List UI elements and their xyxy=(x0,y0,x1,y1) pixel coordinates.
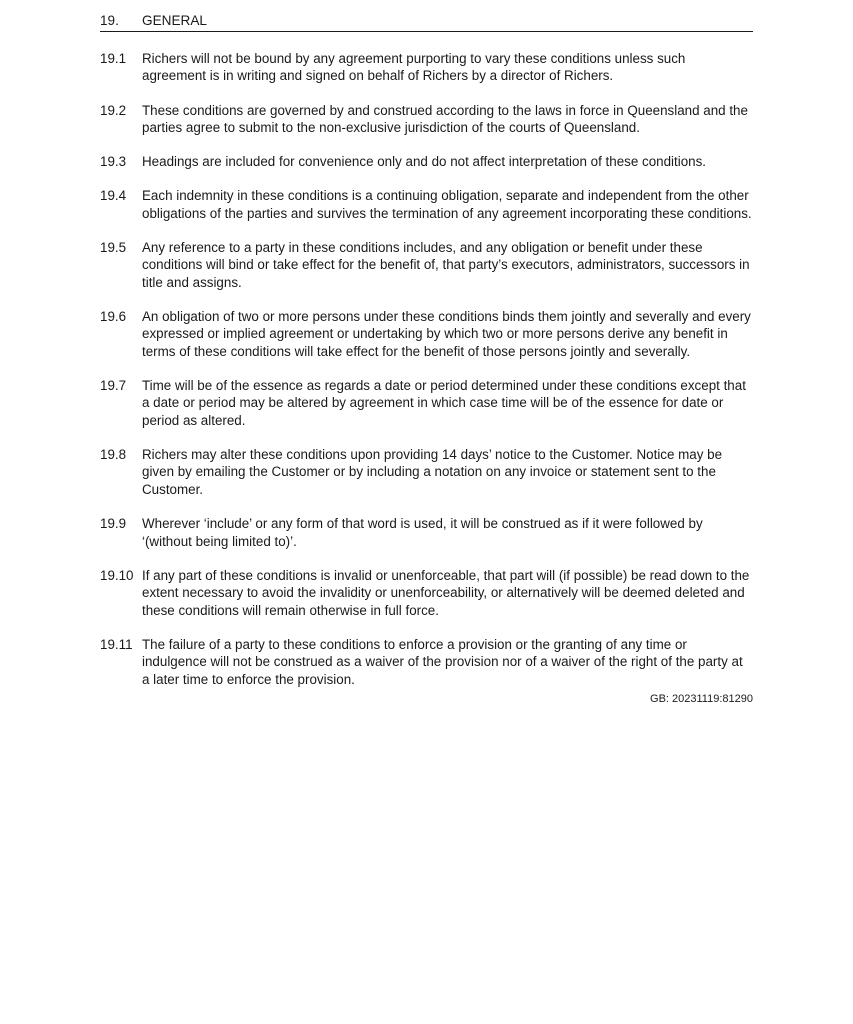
section-title: GENERAL xyxy=(142,13,207,28)
clause-number: 19.11 xyxy=(100,636,133,652)
clause xyxy=(100,377,753,429)
clause xyxy=(100,239,753,291)
clause-text: Time will be of the essence as regards a date or period determined under these conditions except that a date or period may be altered by agreement in which case time will be of the essence for date or period as altered. xyxy=(142,378,746,428)
clause-text: If any part of these conditions is invalid or unenforceable, that part will (if possible) be read down to the extent necessary to avoid the invalidity or unenforceability, or alternatively will be deemed deleted and these conditions will remain otherwise in full force. xyxy=(142,567,750,618)
clause-number: 19.7 xyxy=(100,378,127,394)
clause-number: 19.8 xyxy=(100,447,127,463)
clause xyxy=(100,567,753,619)
clause xyxy=(100,187,753,222)
clause xyxy=(100,50,753,85)
clause-text: The failure of a party to these conditions to enforce a provision or the granting of any time or indulgence will not be construed as a waiver of the provision nor of a waiver of the right of the party at a later time to enforce the provision. xyxy=(142,636,743,687)
clause-text: Richers will not be bound by any agreement purporting to vary these conditions unless such agreement is in writing and signed on behalf of Richers by a director of Richers. xyxy=(142,51,686,84)
clause-number: 19.3 xyxy=(100,154,127,170)
clause-number: 19.10 xyxy=(100,567,134,583)
section-number: 19. xyxy=(100,13,119,28)
clause-text: Each indemnity in these conditions is a continuing obligation, separate and independent from the other obligations of the parties and survives the termination of any agreement incorporating these conditions. xyxy=(142,188,752,221)
clause-number: 19.5 xyxy=(100,240,127,256)
clause xyxy=(100,308,753,360)
clause-text: Headings are included for convenience only and do not affect interpretation of these conditions. xyxy=(142,154,707,170)
clause-text: Wherever ‘include’ or any form of that word is used, it will be construed as if it were followed by ‘(without being limited to)’. xyxy=(142,516,703,549)
document-reference: GB: 20231119:81290 xyxy=(650,692,753,705)
clause-number: 19.1 xyxy=(100,51,127,66)
clause-number: 19.9 xyxy=(100,516,127,532)
clause-text: An obligation of two or more persons under these conditions binds them jointly and severally and every expressed or implied agreement or undertaking by which two or more persons derive any benefit in terms of these conditions will take effect for the benefit of those persons jointly and severally. xyxy=(142,309,751,359)
clause-number: 19.4 xyxy=(100,188,127,204)
clause-list xyxy=(100,50,753,688)
clause xyxy=(100,636,753,688)
clause xyxy=(100,446,753,498)
clause xyxy=(100,102,753,137)
section-heading xyxy=(100,12,753,32)
clause-number: 19.6 xyxy=(100,309,127,325)
clause-text: These conditions are governed by and construed according to the laws in force in Queensland and the parties agree to submit to the non-exclusive jurisdiction of the courts of Queensland. xyxy=(142,102,748,136)
document-page xyxy=(100,12,753,706)
clause-number: 19.2 xyxy=(100,102,127,118)
clause-text: Richers may alter these conditions upon providing 14 days’ notice to the Customer. Notice may be given by emailing the Customer or by including a notation on any invoice or statement sent to the Customer. xyxy=(142,447,723,497)
clause-text: Any reference to a party in these conditions includes, and any obligation or benefit under these conditions will bind or take effect for the benefit of, that party’s executors, administrators, successors in title and assigns. xyxy=(142,240,750,290)
clause xyxy=(100,515,753,550)
clause xyxy=(100,153,753,170)
